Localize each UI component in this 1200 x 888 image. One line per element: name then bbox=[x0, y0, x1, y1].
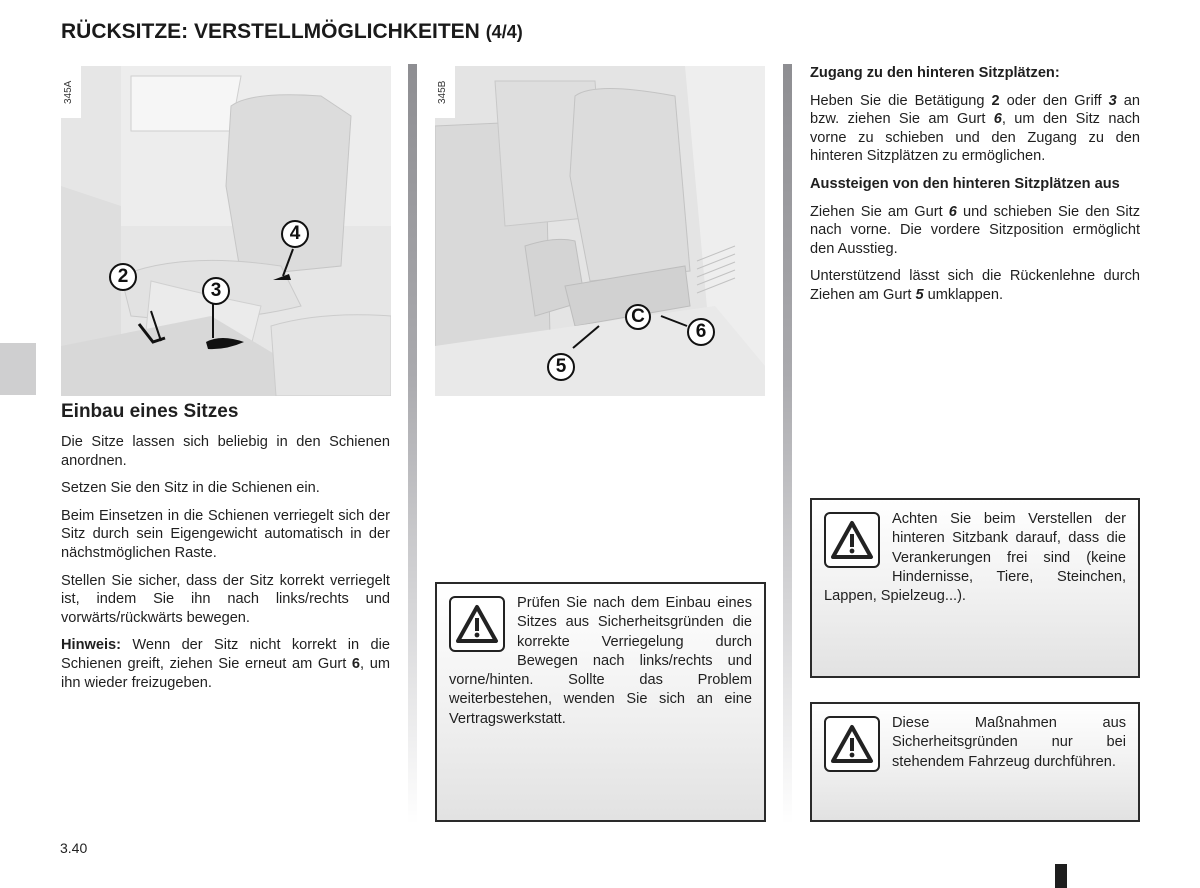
text: Ziehen Sie am Gurt bbox=[810, 203, 949, 220]
reference-number: 3 bbox=[1108, 92, 1117, 109]
text: , um den Sitz nach vorne zu schieben und den Zugang zu den hinteren Sitzplätzen zu ermöglichen. bbox=[810, 111, 1140, 165]
note-label: Hinweis: bbox=[61, 637, 122, 654]
callout-6: 6 bbox=[687, 318, 715, 346]
page-number: 3.40 bbox=[60, 840, 88, 856]
paragraph: Beim Einsetzen in die Schienen verriegelt sich der Sitz durch sein Eigengewicht automatisch in der nächstmöglichen Raste. bbox=[61, 507, 390, 561]
column-divider bbox=[783, 64, 792, 824]
warning-text: Diese Maßnahmen aus Sicherheitsgründen nur bei stehendem Fahrzeug durchführen. bbox=[892, 715, 1126, 770]
text: Heben Sie die Betätigung bbox=[810, 92, 992, 109]
reference-number: 6 bbox=[948, 203, 957, 220]
callout-5: 5 bbox=[547, 353, 575, 381]
column-divider bbox=[408, 64, 417, 824]
reference-number: 2 bbox=[991, 92, 1000, 109]
page-title bbox=[61, 20, 523, 44]
note-text: Wenn der Sitz nicht korrekt in die Schienen greift, ziehen Sie erneut am Gurt bbox=[61, 637, 390, 672]
callout-3: 3 bbox=[202, 277, 230, 305]
section-heading: Einbau eines Sitzes bbox=[61, 401, 239, 422]
figure-label: 345B bbox=[435, 66, 455, 118]
text: oder den Griff bbox=[999, 92, 1109, 109]
paragraph bbox=[810, 92, 1140, 166]
figure-345a bbox=[61, 66, 391, 396]
reference-number: 5 bbox=[915, 286, 924, 303]
warning-triangle-icon bbox=[824, 716, 880, 772]
seat-illustration-b bbox=[435, 66, 765, 396]
warning-triangle-icon bbox=[449, 596, 505, 652]
seat-illustration-a bbox=[61, 66, 391, 396]
figure-345b bbox=[435, 66, 765, 396]
page-title-text: RÜCKSITZE: VERSTELLMÖGLICHKEITEN bbox=[61, 20, 480, 43]
reference-number: 6 bbox=[993, 111, 1002, 128]
text: umklappen. bbox=[923, 286, 1004, 303]
section-heading: Zugang zu den hinteren Sitzplätzen: bbox=[810, 65, 1060, 81]
callout-c: C bbox=[625, 304, 651, 330]
text: Unterstützend lässt sich die Rückenlehne durch Ziehen am Gurt bbox=[810, 268, 1140, 303]
note-paragraph bbox=[61, 636, 390, 692]
warning-box bbox=[810, 702, 1140, 822]
figure-label: 345A bbox=[61, 66, 81, 118]
paragraph bbox=[810, 267, 1140, 304]
callout-4: 4 bbox=[281, 220, 309, 248]
reference-number: 6 bbox=[351, 655, 361, 672]
chapter-tab-marker bbox=[0, 343, 36, 395]
note-text: , um ihn wieder freizugeben. bbox=[61, 655, 390, 691]
warning-box bbox=[810, 498, 1140, 678]
paragraph: Stellen Sie sicher, dass der Sitz korrekt verriegelt ist, indem Sie ihn nach links/rechts und vorwärts/rückwärts bewegen. bbox=[61, 572, 390, 626]
section-heading: Aussteigen von den hinteren Sitzplätzen aus bbox=[810, 175, 1120, 192]
page-title-suffix: (4/4) bbox=[485, 22, 523, 42]
warning-box bbox=[435, 582, 766, 822]
paragraph bbox=[810, 203, 1140, 259]
warning-text: Prüfen Sie nach dem Einbau eines Sitzes aus Sicherheitsgründen die korrekte Verriegelung durch Bewegen nach links/rechts und vorne/hinten. Sollte das Problem weiterbestehen, wenden Sie sich an eine Vertragswerkstatt. bbox=[449, 595, 752, 727]
text: und schieben Sie den Sitz nach vorne. Die vordere Sitzposition ermöglicht den Ausstieg. bbox=[810, 203, 1140, 257]
text: an bzw. ziehen Sie am Gurt bbox=[810, 92, 1140, 128]
right-column bbox=[810, 64, 1140, 314]
paragraph: Die Sitze lassen sich beliebig in den Schienen anordnen. bbox=[61, 434, 390, 469]
paragraph: Setzen Sie den Sitz in die Schienen ein. bbox=[61, 480, 320, 497]
warning-text: Achten Sie beim Verstellen der hinteren Sitzbank darauf, dass die Verankerungen frei sind (keine Hindernisse, Tiere, Steinchen, Lappen, Spielzeug...). bbox=[824, 511, 1126, 605]
page-edge-marker bbox=[1055, 864, 1067, 888]
callout-2: 2 bbox=[109, 263, 137, 291]
warning-triangle-icon bbox=[824, 512, 880, 568]
left-column bbox=[61, 400, 390, 701]
